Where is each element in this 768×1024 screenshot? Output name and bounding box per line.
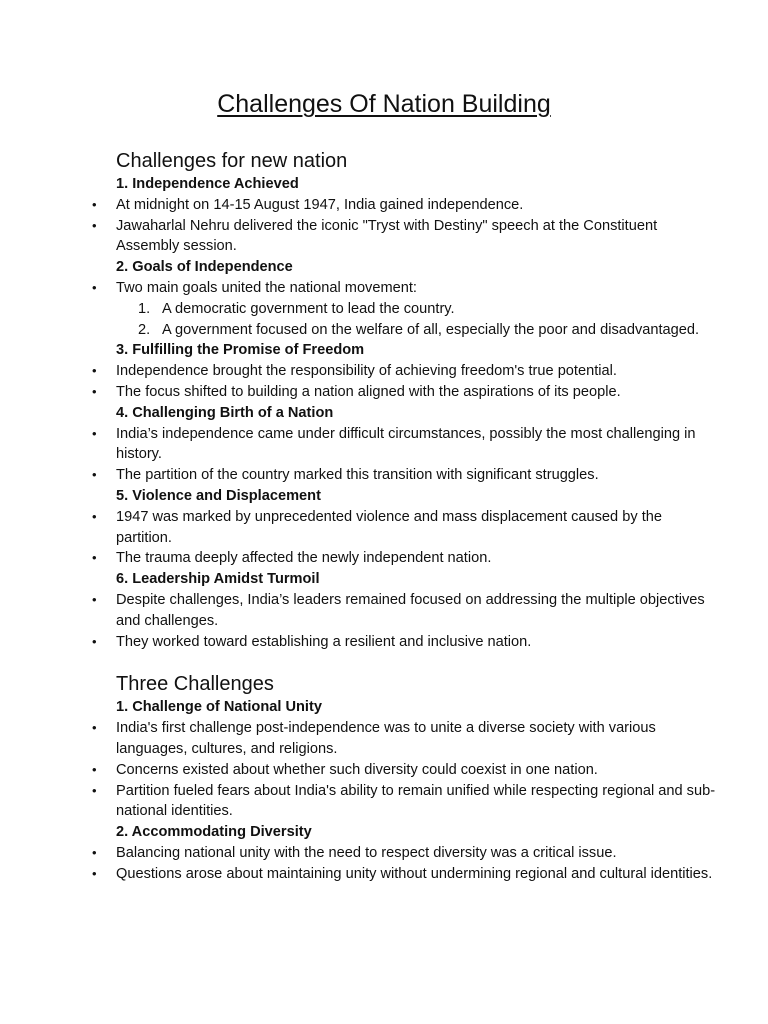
subsection-heading: 2. Goals of Independence <box>116 259 293 276</box>
bullet-list <box>116 361 716 403</box>
item-number: 1. <box>138 300 151 317</box>
bullet-item: • The focus shifted to building a nation aligned with the aspirations of its people. <box>116 382 716 403</box>
bullet-item: • Concerns existed about whether such diversity could coexist in one nation. <box>116 760 716 781</box>
bullet-item: • The trauma deeply affected the newly independent nation. <box>116 548 716 569</box>
numbered-item <box>138 320 716 341</box>
page-title: Challenges Of Nation Building <box>217 90 551 118</box>
bullet-list <box>116 590 716 652</box>
section-heading: Challenges for new nation <box>116 150 348 172</box>
bullet-list <box>116 507 716 569</box>
bullet-item: • India’s independence came under difficult circumstances, possibly the most challenging in history. <box>116 424 716 466</box>
bullet-item: • 1947 was marked by unprecedented violence and mass displacement caused by the partition. <box>116 507 716 549</box>
bullet-list <box>116 195 716 257</box>
subsection-heading: 3. Fulfilling the Promise of Freedom <box>116 342 365 359</box>
bullet-item: • Two main goals united the national movement: <box>116 278 716 299</box>
item-text: A democratic government to lead the country. <box>162 300 455 317</box>
bullet-item: • The partition of the country marked this transition with significant struggles. <box>116 465 716 486</box>
bullet-list <box>116 843 716 885</box>
item-text: A government focused on the welfare of all, especially the poor and disadvantaged. <box>162 321 700 338</box>
bullet-item: • Partition fueled fears about India's ability to remain unified while respecting regional and sub-national identities. <box>116 781 716 823</box>
numbered-list <box>116 299 716 341</box>
bullet-item: • Questions arose about maintaining unity without undermining regional and cultural identities. <box>116 864 716 885</box>
item-number: 2. <box>138 321 151 338</box>
bullet-list <box>116 718 716 822</box>
subsection-heading: 1. Challenge of National Unity <box>116 699 322 716</box>
bullet-item: • Independence brought the responsibility of achieving freedom's true potential. <box>116 361 716 382</box>
numbered-item <box>138 299 716 320</box>
bullet-item: • India's first challenge post-independence was to unite a diverse society with various languages, cultures, and religions. <box>116 718 716 760</box>
bullet-list <box>116 278 716 299</box>
subsection-heading: 6. Leadership Amidst Turmoil <box>116 571 320 588</box>
bullet-item: • Jawaharlal Nehru delivered the iconic "Tryst with Destiny" speech at the Constituent Assembly session. <box>116 216 716 258</box>
bullet-item: • At midnight on 14-15 August 1947, India gained independence. <box>116 195 716 216</box>
bullet-list <box>116 424 716 486</box>
subsection-heading: 4. Challenging Birth of a Nation <box>116 404 334 421</box>
subsection-heading: 2. Accommodating Diversity <box>116 824 312 841</box>
bullet-item: • They worked toward establishing a resilient and inclusive nation. <box>116 632 716 653</box>
subsection-heading: 1. Independence Achieved <box>116 176 299 192</box>
bullet-item: • Despite challenges, India’s leaders remained focused on addressing the multiple objectives and challenges. <box>116 590 716 632</box>
bullet-item: • Balancing national unity with the need to respect diversity was a critical issue. <box>116 843 716 864</box>
subsection-heading: 5. Violence and Displacement <box>116 487 321 504</box>
section-heading: Three Challenges <box>116 673 274 696</box>
document-body <box>116 148 716 885</box>
